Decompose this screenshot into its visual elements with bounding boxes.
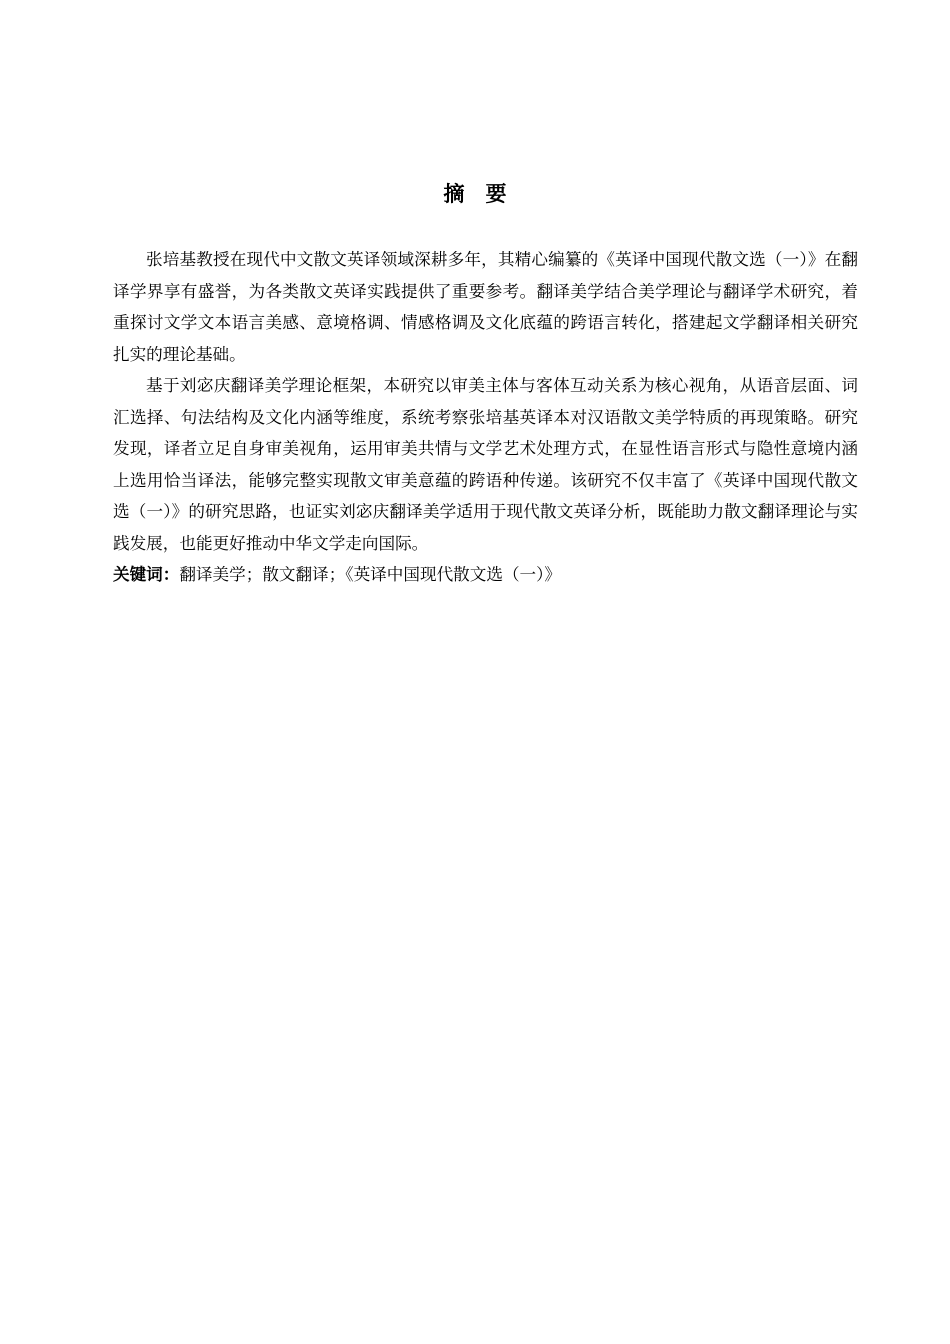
keywords-label: 关键词：: [113, 565, 180, 584]
keywords-line: [113, 559, 858, 591]
keywords-text: 翻译美学；散文翻译；《英译中国现代散文选（一）》: [179, 565, 562, 584]
abstract-body: [113, 244, 858, 591]
abstract-paragraph-2: 基于刘宓庆翻译美学理论框架，本研究以审美主体与客体互动关系为核心视角，从语音层面、词汇选择、句法结构及文化内涵等维度，系统考察张培基英译本对汉语散文美学特质的再现策略。研究发现，译者立足自身审美视角，运用审美共情与文学艺术处理方式，在显性语言形式与隐性意境内涵上选用恰当译法，能够完整实现散文审美意蕴的跨语种传递。该研究不仅丰富了《英译中国现代散文选（一）》的研究思路，也证实刘宓庆翻译美学适用于现代散文英译分析，既能助力散文翻译理论与实践发展，也能更好推动中华文学走向国际。: [113, 376, 858, 553]
abstract-title: 摘 要: [443, 182, 507, 206]
abstract-paragraph-1: 张培基教授在现代中文散文英译领域深耕多年，其精心编纂的《英译中国现代散文选（一）》在翻译学界享有盛誉，为各类散文英译实践提供了重要参考。翻译美学结合美学理论与翻译学术研究，着重探讨文学文本语言美感、意境格调、情感格调及文化底蕴的跨语言转化，搭建起文学翻译相关研究扎实的理论基础。: [113, 250, 858, 364]
